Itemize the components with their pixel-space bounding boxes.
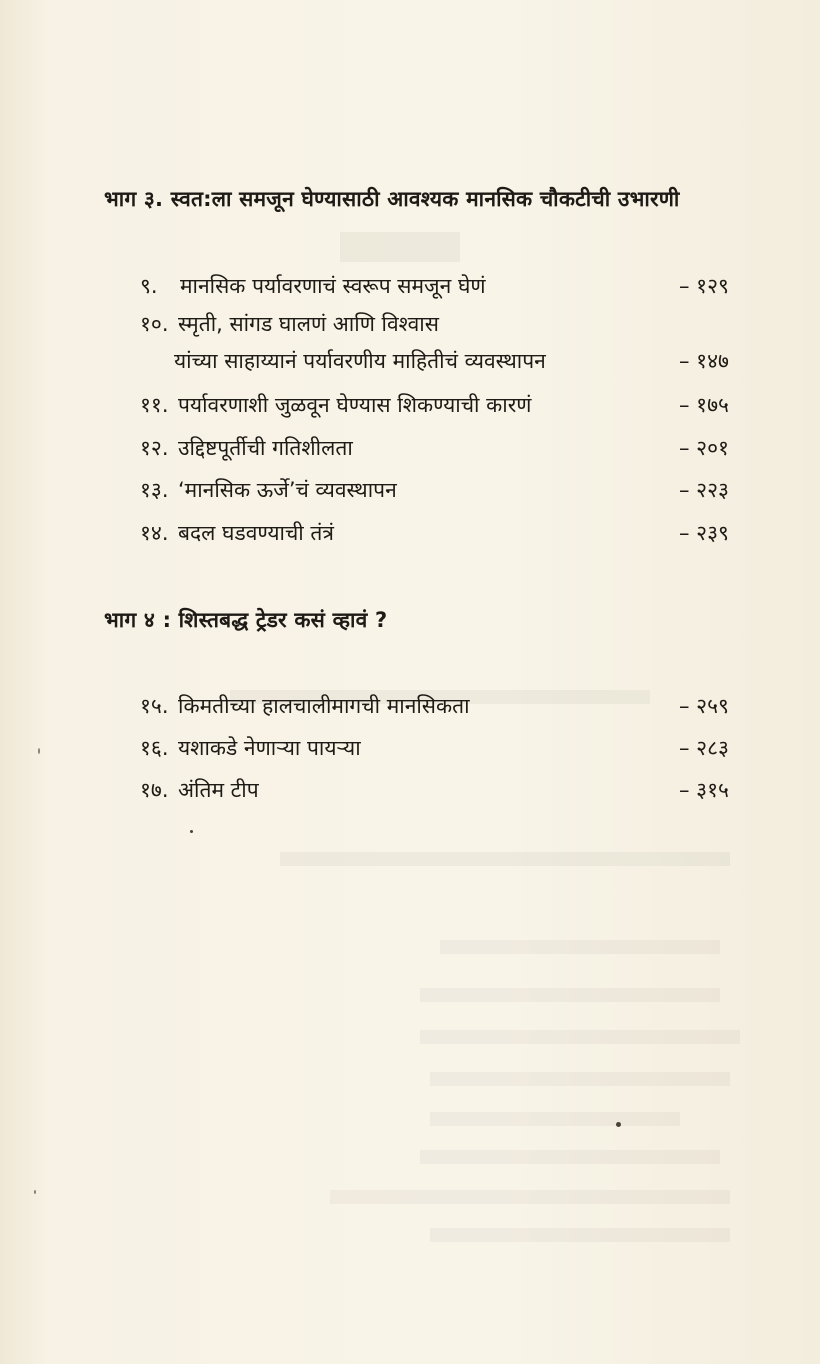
chapter-title: उद्दिष्टपूर्तीची गतिशीलता (178, 436, 353, 460)
chapter-title: अंतिम टीप (178, 778, 259, 802)
toc-entry (0, 391, 820, 423)
toc-entry (0, 434, 820, 466)
page-number: – १४७ (679, 349, 729, 373)
page-number: – २५९ (679, 694, 729, 718)
toc-entry (0, 310, 820, 376)
toc-entry (0, 692, 820, 724)
chapter-number: १६. (140, 736, 169, 760)
page-number: – २२३ (679, 478, 729, 502)
chapter-title: पर्यावरणाशी जुळवून घेण्यास शिकण्याची कारणं (178, 393, 532, 417)
chapter-title: बदल घडवण्याची तंत्रं (178, 521, 334, 545)
page-number: – १२९ (679, 274, 729, 298)
toc-entry (0, 519, 820, 551)
part4-heading: भाग ४ : शिस्तबद्ध ट्रेडर कसं व्हावं ? (104, 608, 388, 632)
page-number: – १७५ (679, 393, 729, 417)
chapter-number: १४. (140, 521, 169, 545)
ink-speck (616, 1122, 621, 1127)
chapter-title: यशाकडे नेणाऱ्या पायऱ्या (178, 736, 361, 760)
chapter-number: १२. (140, 436, 169, 460)
toc-entry (0, 272, 820, 304)
page-number: – २३९ (679, 521, 729, 545)
ink-speck (34, 1190, 36, 1194)
toc-entry (0, 476, 820, 508)
chapter-title-continued: यांच्या साहाय्यानं पर्यावरणीय माहितीचं व्यवस्थापन (174, 349, 546, 373)
chapter-title: मानसिक पर्यावरणाचं स्वरूप समजून घेणं (180, 274, 486, 298)
chapter-number: १३. (140, 478, 169, 502)
page-number: – २८३ (679, 736, 729, 760)
toc-entry (0, 734, 820, 766)
chapter-title: स्मृती, सांगड घालणं आणि विश्वास (178, 312, 439, 336)
page-number: – २०१ (679, 436, 729, 460)
page-number: – ३१५ (679, 778, 729, 802)
chapter-number: १७. (140, 778, 169, 802)
chapter-title: किमतीच्या हालचालीमागची मानसिकता (178, 694, 470, 718)
ink-speck (38, 748, 40, 754)
toc-entry (0, 776, 820, 808)
ink-speck (190, 830, 193, 833)
chapter-number: १०. (140, 312, 169, 336)
chapter-number: ११. (140, 393, 169, 417)
chapter-number: ९. (140, 274, 158, 298)
part3-heading: भाग ३. स्वत:ला समजून घेण्यासाठी आवश्यक मानसिक चौकटीची उभारणी (104, 187, 680, 211)
chapter-title: ‘मानसिक ऊर्जे’चं व्यवस्थापन (178, 478, 397, 502)
chapter-number: १५. (140, 694, 169, 718)
